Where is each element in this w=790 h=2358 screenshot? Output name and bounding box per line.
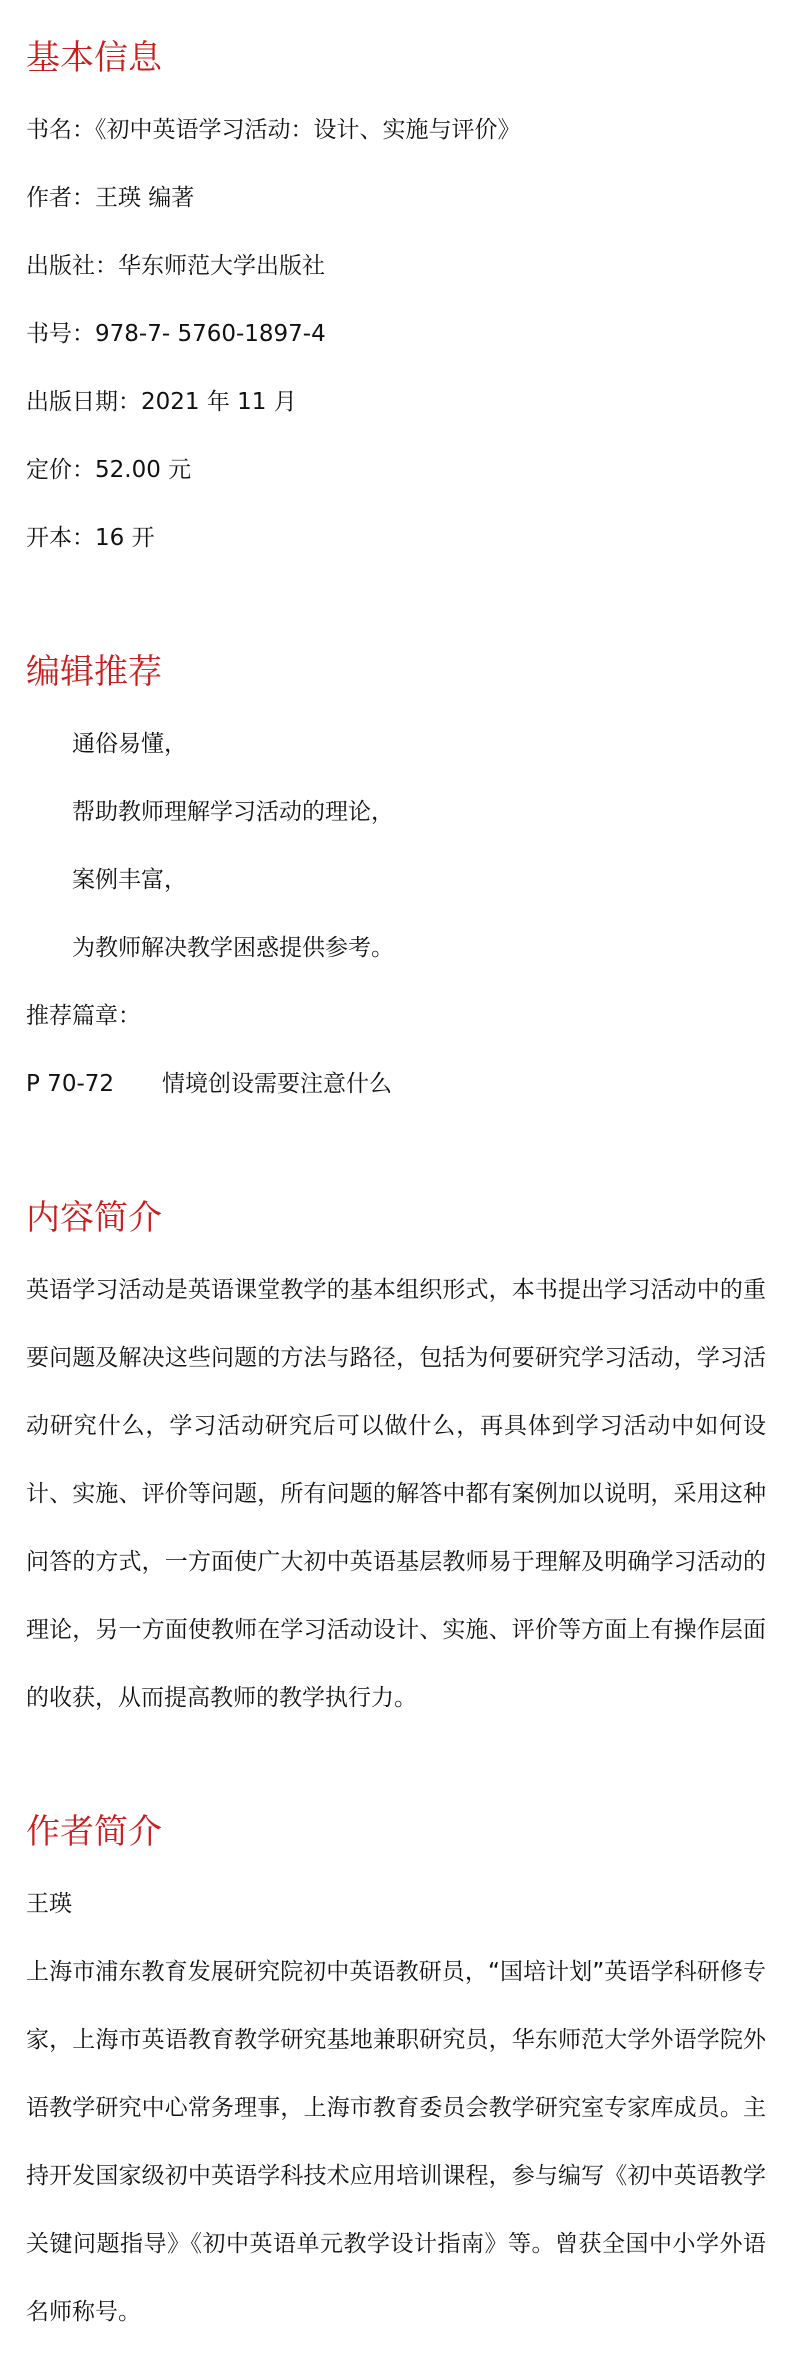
author-name: 王瑛 <box>26 1891 72 1917</box>
book-name: 书名：《初中英语学习活动：设计、实施与评价》 <box>26 117 521 143</box>
recommended-chapters-label: 推荐篇章： <box>26 1003 141 1029</box>
recommend-line: 为教师解决教学困惑提供参考。 <box>72 935 394 961</box>
author-intro-heading: 作者简介 <box>26 1812 162 1852</box>
book-author: 作者：王瑛 编著 <box>26 185 195 211</box>
recommend-line: 通俗易懂， <box>72 731 187 757</box>
chapter-title: 情境创设需要注意什么 <box>162 1071 392 1097</box>
publish-date: 出版日期：2021 年 11 月 <box>26 389 297 415</box>
author-intro-text: 上海市浦东教育发展研究院初中英语教研员，“国培计划”英语学科研修专家，上海市英语教育教学研究基地兼职研究员，华东师范大学外语学院外语教学研究中心常务理事，上海市教育委员会教学研究室专家库成员。主持开发国家级初中英语学科技术应用培训课程，参与编写《初中英语教学关键问题指导》《初中英语单元教学设计指南》等。曾获全国中小学外语名师称号。 <box>26 1959 766 2325</box>
content-intro-heading: 内容简介 <box>26 1198 162 1238</box>
book-isbn: 书号：978-7- 5760-1897-4 <box>26 321 326 347</box>
recommended-chapter <box>26 1068 392 1100</box>
book-format: 开本：16 开 <box>26 525 155 551</box>
recommend-line: 帮助教师理解学习活动的理论， <box>72 799 394 825</box>
book-price: 定价：52.00 元 <box>26 457 192 483</box>
content-intro-text: 英语学习活动是英语课堂教学的基本组织形式，本书提出学习活动中的重要问题及解决这些问题的方法与路径，包括为何要研究学习活动，学习活动研究什么，学习活动研究后可以做什么，再具体到学习活动中如何设计、实施、评价等问题，所有问题的解答中都有案例加以说明，采用这种问答的方式，一方面使广大初中英语基层教师易于理解及明确学习活动的理论，另一方面使教师在学习活动设计、实施、评价等方面上有操作层面的收获，从而提高教师的教学执行力。 <box>26 1277 766 1711</box>
editor-recommend-heading: 编辑推荐 <box>26 652 162 692</box>
book-publisher: 出版社：华东师范大学出版社 <box>26 253 325 279</box>
recommend-line: 案例丰富， <box>72 867 187 893</box>
chapter-page-range: P 70-72 <box>26 1071 115 1097</box>
basic-info-heading: 基本信息 <box>26 38 162 78</box>
